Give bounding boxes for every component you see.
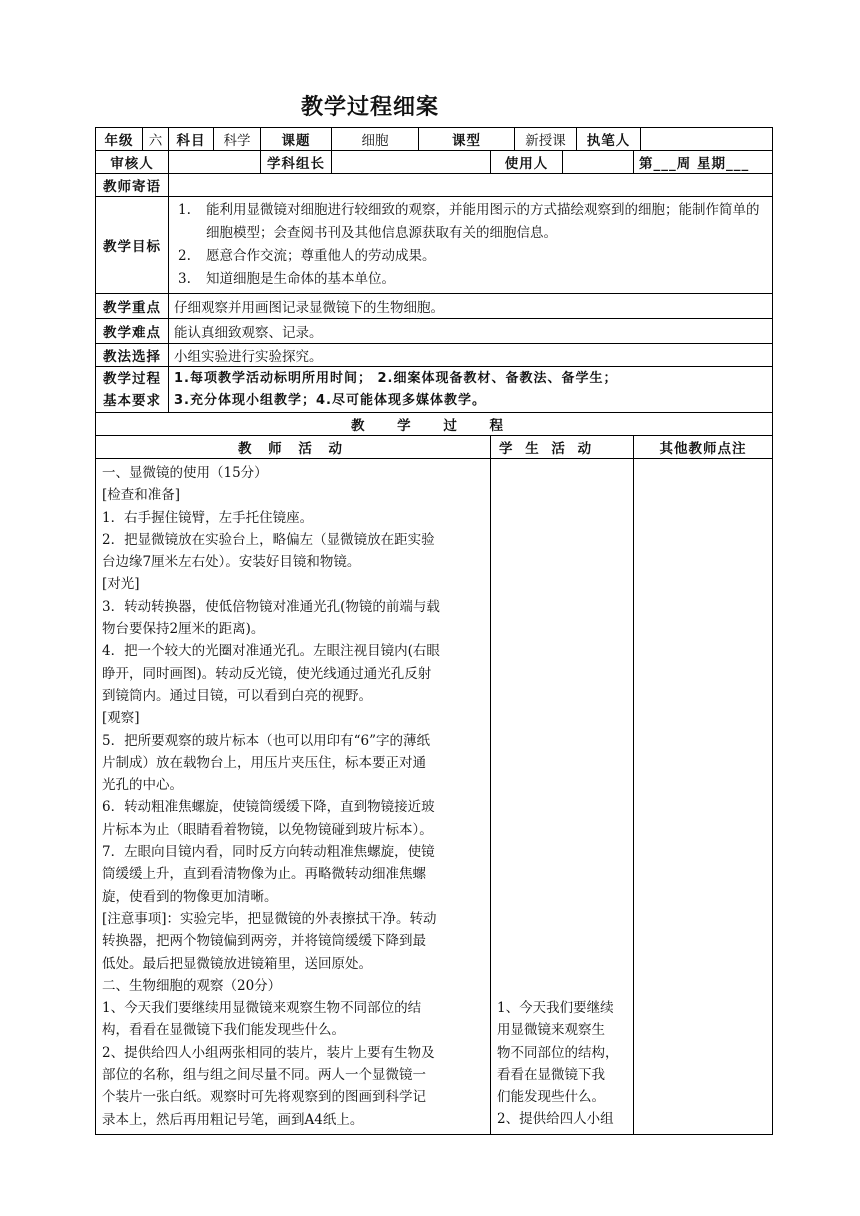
teacher-activity-line: 台边缘7厘米左右处）。安装好目镜和物镜。 bbox=[102, 554, 361, 571]
difficulty-value: 能认真细致观察、记录。 bbox=[169, 319, 773, 344]
teacher-activity-line: 7．左眼向目镜内看，同时反方向转动粗准焦螺旋，使镜 bbox=[102, 844, 435, 861]
requirements-label-line: 教学过程 bbox=[103, 370, 161, 387]
objectives-list bbox=[174, 197, 767, 293]
method-value: 小组实验进行实验探究。 bbox=[169, 344, 773, 367]
teacher-activity-line: 4．把一个较大的光圈对准通光孔。左眼注视目镜内(右眼 bbox=[102, 643, 440, 660]
teacher-activity-line: 3．转动转换器，使低倍物镜对准通光孔(物镜的前端与载 bbox=[102, 598, 440, 615]
teacher-activity-line: [观察] bbox=[102, 710, 140, 727]
teacher-activity-cell bbox=[96, 459, 491, 1135]
page-title: 教学过程细案 bbox=[300, 95, 439, 120]
subject-label: 科目 bbox=[169, 128, 214, 151]
objective-item bbox=[174, 245, 767, 268]
requirements-label bbox=[96, 367, 169, 413]
key-point-label: 教学重点 bbox=[96, 294, 169, 319]
student-activity-line: 物不同部位的结构， bbox=[497, 1044, 619, 1061]
student-activity-line: 用显微镜来观察生 bbox=[497, 1022, 605, 1039]
process-header: 教 学 过 程 bbox=[96, 413, 773, 436]
objective-text: 知道细胞是生命体的基本单位。 bbox=[206, 271, 395, 287]
other-teachers-cell bbox=[634, 459, 773, 1135]
requirements-line: 3.充分体现小组教学；4.尽可能体现多媒体教学。 bbox=[174, 392, 486, 408]
week-field: 第___周 星期___ bbox=[634, 151, 773, 174]
teacher-activity-header: 教 师 活 动 bbox=[96, 436, 491, 459]
lesson-type-value: 新授课 bbox=[515, 128, 577, 151]
user-value bbox=[563, 151, 634, 174]
teacher-message-value bbox=[169, 174, 773, 197]
objective-number: 2. bbox=[178, 248, 191, 264]
subject-leader-label: 学科组长 bbox=[261, 151, 332, 174]
topic-label: 课题 bbox=[261, 128, 332, 151]
teacher-activity-line: 物台要保持2厘米的距离)。 bbox=[102, 621, 265, 638]
teacher-activity-line: 筒缓缓上升，直到看清物像为止。再略微转动细准焦螺 bbox=[102, 866, 426, 883]
method-label: 教法选择 bbox=[96, 344, 169, 367]
teacher-activity-line: [检查和准备] bbox=[102, 487, 181, 504]
requirements-label-line: 基本要求 bbox=[103, 392, 161, 409]
reviewer-label: 审核人 bbox=[96, 151, 169, 174]
writer-value bbox=[641, 128, 773, 151]
objective-number: 3. bbox=[178, 271, 191, 287]
teacher-activity-line: 旋，使看到的物像更加清晰。 bbox=[102, 888, 278, 905]
teacher-activity-line: 低处。最后把显微镜放进镜箱里，送回原处。 bbox=[102, 955, 372, 972]
student-activity-line: 看看在显微镜下我 bbox=[497, 1066, 605, 1083]
objective-text: 愿意合作交流；尊重他人的劳动成果。 bbox=[206, 248, 436, 264]
teacher-activity-line: 到镜筒内。通过目镜，可以看到白亮的视野。 bbox=[102, 687, 372, 704]
teacher-activity-line: 一、显微镜的使用（15分） bbox=[102, 465, 268, 481]
teacher-activity-text bbox=[102, 462, 484, 1131]
subject-leader-value bbox=[332, 151, 491, 174]
objective-item bbox=[174, 268, 767, 291]
requirements-line: 1.每项教学活动标明所用时间； 2.细案体现备教材、备教法、备学生； bbox=[174, 370, 618, 386]
grade-label: 年级 bbox=[96, 128, 143, 151]
student-activity-line: 2、提供给四人小组 bbox=[497, 1111, 614, 1128]
teacher-activity-line: 2．把显微镜放在实验台上，略偏左（显微镜放在距实验 bbox=[102, 531, 435, 548]
teacher-activity-line: 睁开，同时画图)。转动反光镜，使光线通过通光孔反射 bbox=[102, 665, 432, 682]
objective-number: 1. bbox=[178, 202, 191, 218]
student-activity-cell bbox=[491, 459, 634, 1135]
teacher-activity-line: 构，看看在显微镜下我们能发现些什么。 bbox=[102, 1022, 345, 1039]
lesson-plan-table bbox=[95, 127, 773, 1135]
teacher-activity-line: 片标本为止（眼睛看着物镜，以免物镜碰到玻片标本）。 bbox=[102, 821, 433, 838]
objective-text: 能利用显微镜对细胞进行较细致的观察，并能用图示的方式描绘观察到的细胞；能制作简单的细胞模型；会查阅书刊及其他信息源获取有关的细胞信息。 bbox=[206, 202, 760, 241]
lesson-type-label: 课型 bbox=[419, 128, 515, 151]
other-teachers-header: 其他教师点注 bbox=[634, 436, 773, 459]
topic-value: 细胞 bbox=[332, 128, 419, 151]
requirements-value bbox=[169, 367, 773, 413]
student-activity-header: 学 生 活 动 bbox=[491, 436, 634, 459]
user-label: 使用人 bbox=[491, 151, 563, 174]
teacher-activity-line: 光孔的中心。 bbox=[102, 777, 183, 794]
teacher-activity-line: 2、提供给四人小组两张相同的装片，装片上要有生物及 bbox=[102, 1044, 435, 1061]
student-activity-text bbox=[497, 462, 628, 1131]
writer-label: 执笔人 bbox=[577, 128, 641, 151]
teacher-activity-line: 6．转动粗准焦螺旋，使镜筒缓缓下降，直到物镜接近玻 bbox=[102, 799, 435, 816]
teacher-activity-line: [注意事项]：实验完毕，把显微镜的外表擦拭干净。转动 bbox=[102, 910, 437, 927]
teacher-activity-line: 部位的名称，组与组之间尽量不同。两人一个显微镜一 bbox=[102, 1067, 426, 1084]
teacher-activity-line: 片制成）放在载物台上，用压片夹压住，标本要正对通 bbox=[102, 754, 426, 771]
teacher-activity-line: 录本上，然后再用粗记号笔，画到A4纸上。 bbox=[102, 1111, 364, 1128]
objective-item bbox=[174, 199, 767, 245]
teacher-activity-line: 个装片一张白纸。观察时可先将观察到的图画到科学记 bbox=[102, 1089, 426, 1106]
key-point-value: 仔细观察并用画图记录显微镜下的生物细胞。 bbox=[169, 294, 773, 319]
student-activity-line: 们能发现些什么。 bbox=[497, 1089, 605, 1106]
teacher-activity-line: 二、生物细胞的观察（20分） bbox=[102, 977, 282, 994]
teacher-activity-line: 转换器，把两个物镜偏到两旁，并将镜筒缓缓下降到最 bbox=[102, 933, 426, 950]
grade-value: 六 bbox=[143, 128, 169, 151]
teacher-activity-line: 1、今天我们要继续用显微镜来观察生物不同部位的结 bbox=[102, 1000, 422, 1017]
teacher-message-label: 教师寄语 bbox=[96, 174, 169, 197]
teacher-activity-line: 1．右手握住镜臂，左手托住镜座。 bbox=[102, 509, 314, 526]
teacher-activity-line: 5．把所要观察的玻片标本（也可以用印有“6”字的薄纸 bbox=[102, 732, 430, 749]
objectives-label: 教学目标 bbox=[96, 197, 169, 294]
difficulty-label: 教学难点 bbox=[96, 319, 169, 344]
teacher-activity-line: [对光] bbox=[102, 576, 140, 593]
reviewer-value bbox=[169, 151, 261, 174]
student-activity-line: 1、今天我们要继续 bbox=[497, 1000, 614, 1016]
subject-value: 科学 bbox=[214, 128, 261, 151]
objectives-cell bbox=[169, 197, 773, 294]
